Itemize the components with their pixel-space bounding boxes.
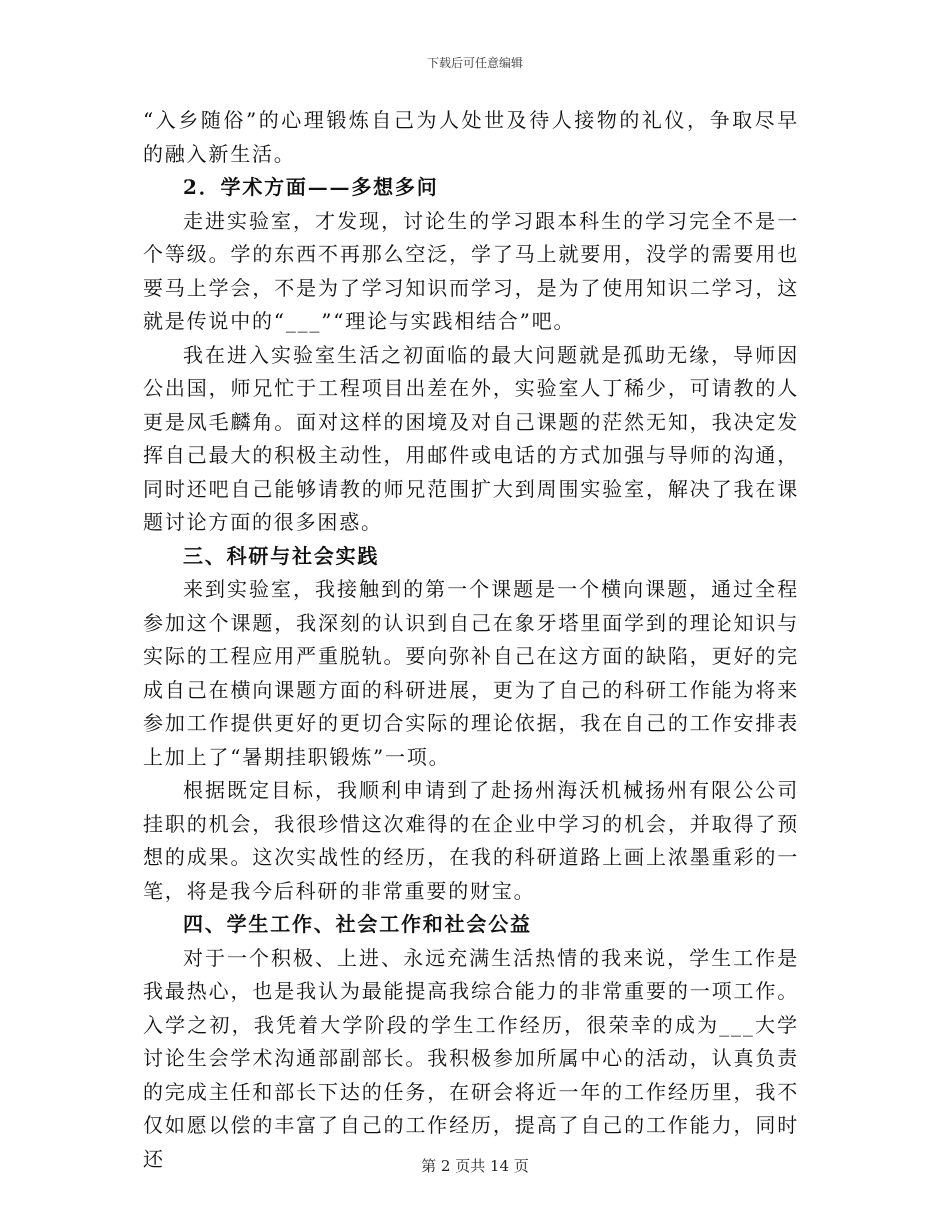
section-heading-student-work: 四、学生工作、社会工作和社会公益 [183,912,532,936]
paragraph-student-union: 对于一个积极、上进、永远充满生活热情的我来说，学生工作是我最热心，也是我认为最能提高我综合能力的非常重要的一项工作。入学之初，我凭着大学阶段的学生工作经历，很荣幸的成为___大学讨论生会学术沟通部副部长。我积极参加所属中心的活动，认真负责的完成主任和部长下达的任务，在研会将近一年的工作经历里，我不仅如愿以偿的丰富了自己的工作经历，提高了自己的工作能力，同时还 [143,945,799,1171]
section-heading-academic: 2．学术方面——多想多问 [183,175,439,199]
page-header: 下载后可任意编辑 [426,56,523,70]
section-heading-research-practice: 三、科研与社会实践 [183,543,380,568]
document-body [143,104,799,1176]
paragraph-internship: 根据既定目标，我顺利申请到了赴扬州海沃机械扬州有限公公司挂职的机会，我很珍惜这次难得的在企业中学习的机会，并取得了预想的成果。这次实战性的经历，在我的科研道路上画上浓墨重彩的一笔，将是我今后科研的非常重要的财宝。 [143,778,799,903]
paragraph-lab-challenges: 我在进入实验室生活之初面临的最大问题就是孤助无缘，导师因公出国，师兄忙于工程项目出差在外，实验室人丁稀少，可请教的人更是凤毛麟角。面对这样的困境及对自己课题的茫然无知，我决定发挥自己最大的积极主动性，用邮件或电话的方式加强与导师的沟通，同时还吧自己能够请教的师兄范围扩大到周围实验室，解决了我在课题讨论方面的很多困惑。 [143,342,799,534]
paragraph-continuation: “入乡随俗”的心理锻炼自己为人处世及待人接物的礼仪，争取尽早的融入新生活。 [143,108,799,166]
paragraph-lab-study: 走进实验室，才发现，讨论生的学习跟本科生的学习完全不是一个等级。学的东西不再那么空泛，学了马上就要用，没学的需要用也要马上学会，不是为了学习知识而学习，是为了使用知识二学习，这就是传说中的“___”“理论与实践相结合”吧。 [143,208,799,333]
paragraph-research-project: 来到实验室，我接触到的第一个课题是一个横向课题，通过全程参加这个课题，我深刻的认识到自己在象牙塔里面学到的理论知识与实际的工程应用严重脱轨。要向弥补自己在这方面的缺陷，更好的完成自己在横向课题方面的科研进展，更为了自己的科研工作能为将来参加工作提供更好的更切合实际的理论依据，我在自己的工作安排表上加上了“暑期挂职锻炼”一项。 [143,577,799,769]
page-number: 第 2 页共 14 页 [421,1157,529,1175]
